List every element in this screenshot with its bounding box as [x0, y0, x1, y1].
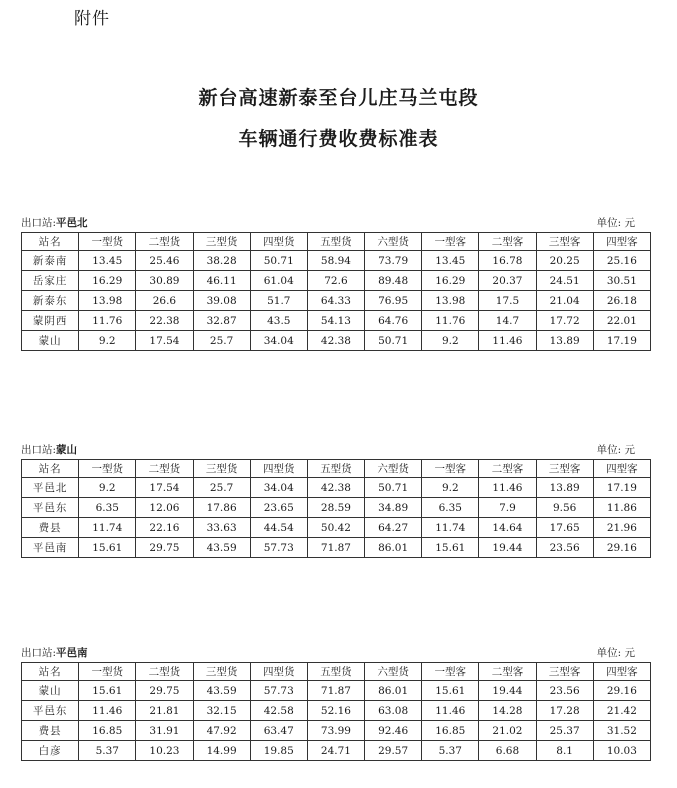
fee-cell: 25.7 [193, 331, 250, 351]
column-header: 一型货 [79, 460, 136, 478]
fee-cell: 30.51 [593, 271, 650, 291]
station-name-cell: 平邑北 [22, 478, 79, 498]
fee-section-pingyi-south [21, 645, 651, 761]
fee-cell: 11.46 [422, 701, 479, 721]
fee-cell: 9.2 [422, 478, 479, 498]
column-header: 四型客 [593, 233, 650, 251]
fee-cell: 11.86 [593, 498, 650, 518]
station-name-cell: 岳家庄 [22, 271, 79, 291]
fee-cell: 32.15 [193, 701, 250, 721]
fee-cell: 42.58 [250, 701, 307, 721]
fee-cell: 17.19 [593, 331, 650, 351]
fee-table [21, 459, 651, 558]
fee-cell: 6.68 [479, 741, 536, 761]
exit-prefix: 出口站: [21, 647, 57, 659]
fee-cell: 5.37 [422, 741, 479, 761]
fee-cell: 8.1 [536, 741, 593, 761]
fee-cell: 19.44 [479, 538, 536, 558]
fee-cell: 31.91 [136, 721, 193, 741]
fee-cell: 6.35 [422, 498, 479, 518]
column-header: 三型客 [536, 233, 593, 251]
column-header: 站名 [22, 663, 79, 681]
table-row [22, 478, 651, 498]
fee-cell: 6.35 [79, 498, 136, 518]
fee-cell: 29.75 [136, 538, 193, 558]
fee-cell: 50.71 [250, 251, 307, 271]
fee-cell: 89.48 [365, 271, 422, 291]
table-row [22, 311, 651, 331]
fee-cell: 34.89 [365, 498, 422, 518]
fee-cell: 22.38 [136, 311, 193, 331]
fee-cell: 17.54 [136, 331, 193, 351]
exit-station-name: 平邑南 [56, 647, 88, 659]
fee-cell: 17.65 [536, 518, 593, 538]
fee-cell: 25.16 [593, 251, 650, 271]
column-header: 三型货 [193, 460, 250, 478]
fee-cell: 86.01 [365, 681, 422, 701]
fee-section-pingyi-north [21, 215, 651, 351]
fee-cell: 22.16 [136, 518, 193, 538]
station-name-cell: 费县 [22, 721, 79, 741]
column-header: 二型客 [479, 460, 536, 478]
fee-cell: 44.54 [250, 518, 307, 538]
fee-cell: 5.37 [79, 741, 136, 761]
column-header: 二型货 [136, 233, 193, 251]
fee-cell: 20.37 [479, 271, 536, 291]
column-header: 六型货 [365, 233, 422, 251]
column-header: 四型客 [593, 663, 650, 681]
fee-cell: 11.74 [79, 518, 136, 538]
fee-cell: 23.56 [536, 681, 593, 701]
column-header: 三型货 [193, 663, 250, 681]
table-row [22, 271, 651, 291]
fee-cell: 17.54 [136, 478, 193, 498]
fee-cell: 21.81 [136, 701, 193, 721]
table-row [22, 721, 651, 741]
column-header: 四型货 [250, 663, 307, 681]
column-header: 站名 [22, 233, 79, 251]
fee-cell: 15.61 [422, 538, 479, 558]
table-row [22, 251, 651, 271]
document-subtitle: 车辆通行费收费标准表 [238, 128, 439, 150]
fee-cell: 17.72 [536, 311, 593, 331]
unit-label: 单位: 元 [596, 217, 635, 229]
station-name-cell: 平邑南 [22, 538, 79, 558]
column-header: 一型货 [79, 663, 136, 681]
fee-cell: 54.13 [307, 311, 364, 331]
fee-cell: 21.42 [593, 701, 650, 721]
column-header: 六型货 [365, 663, 422, 681]
station-name-cell: 平邑东 [22, 701, 79, 721]
fee-cell: 17.28 [536, 701, 593, 721]
station-name-cell: 蒙山 [22, 331, 79, 351]
column-header: 六型货 [365, 460, 422, 478]
fee-cell: 50.71 [365, 331, 422, 351]
fee-cell: 11.46 [479, 331, 536, 351]
column-header: 五型货 [307, 233, 364, 251]
fee-cell: 31.52 [593, 721, 650, 741]
fee-cell: 7.9 [479, 498, 536, 518]
column-header: 三型客 [536, 460, 593, 478]
fee-cell: 10.23 [136, 741, 193, 761]
fee-cell: 14.64 [479, 518, 536, 538]
fee-cell: 43.5 [250, 311, 307, 331]
fee-cell: 32.87 [193, 311, 250, 331]
unit-label: 单位: 元 [596, 647, 635, 659]
fee-cell: 26.6 [136, 291, 193, 311]
fee-cell: 16.78 [479, 251, 536, 271]
fee-cell: 17.19 [593, 478, 650, 498]
fee-cell: 15.61 [79, 538, 136, 558]
fee-cell: 11.46 [79, 701, 136, 721]
fee-cell: 73.79 [365, 251, 422, 271]
table-row [22, 741, 651, 761]
unit-label: 单位: 元 [596, 444, 635, 456]
fee-cell: 12.06 [136, 498, 193, 518]
fee-cell: 11.76 [422, 311, 479, 331]
fee-cell: 25.46 [136, 251, 193, 271]
fee-cell: 71.87 [307, 681, 364, 701]
fee-cell: 16.85 [422, 721, 479, 741]
column-header: 一型客 [422, 233, 479, 251]
fee-cell: 42.38 [307, 478, 364, 498]
fee-cell: 10.03 [593, 741, 650, 761]
table-header-row [22, 233, 651, 251]
fee-cell: 46.11 [193, 271, 250, 291]
fee-cell: 14.99 [193, 741, 250, 761]
fee-cell: 43.59 [193, 538, 250, 558]
fee-cell: 71.87 [307, 538, 364, 558]
fee-cell: 50.42 [307, 518, 364, 538]
fee-cell: 58.94 [307, 251, 364, 271]
fee-cell: 14.28 [479, 701, 536, 721]
fee-cell: 11.74 [422, 518, 479, 538]
station-name-cell: 费县 [22, 518, 79, 538]
column-header: 站名 [22, 460, 79, 478]
fee-cell: 25.7 [193, 478, 250, 498]
station-name-cell: 蒙阴西 [22, 311, 79, 331]
fee-cell: 86.01 [365, 538, 422, 558]
station-name-cell: 新泰南 [22, 251, 79, 271]
fee-cell: 19.85 [250, 741, 307, 761]
fee-cell: 57.73 [250, 681, 307, 701]
fee-cell: 17.86 [193, 498, 250, 518]
exit-station-name: 平邑北 [56, 217, 88, 229]
fee-cell: 28.59 [307, 498, 364, 518]
fee-cell: 43.59 [193, 681, 250, 701]
fee-cell: 9.2 [79, 478, 136, 498]
fee-cell: 13.45 [422, 251, 479, 271]
fee-cell: 23.56 [536, 538, 593, 558]
fee-cell: 30.89 [136, 271, 193, 291]
station-name-cell: 新泰东 [22, 291, 79, 311]
fee-cell: 25.37 [536, 721, 593, 741]
fee-cell: 20.25 [536, 251, 593, 271]
column-header: 一型客 [422, 663, 479, 681]
station-name-cell: 白彦 [22, 741, 79, 761]
fee-cell: 63.08 [365, 701, 422, 721]
fee-cell: 9.56 [536, 498, 593, 518]
fee-cell: 26.18 [593, 291, 650, 311]
column-header: 四型客 [593, 460, 650, 478]
fee-cell: 22.01 [593, 311, 650, 331]
exit-station-label [21, 442, 77, 457]
fee-cell: 17.5 [479, 291, 536, 311]
fee-cell: 64.76 [365, 311, 422, 331]
exit-station-name: 蒙山 [56, 444, 78, 456]
fee-cell: 11.76 [79, 311, 136, 331]
fee-cell: 34.04 [250, 478, 307, 498]
column-header: 五型货 [307, 460, 364, 478]
column-header: 二型货 [136, 663, 193, 681]
exit-prefix: 出口站: [21, 217, 57, 229]
fee-cell: 16.85 [79, 721, 136, 741]
fee-cell: 72.6 [307, 271, 364, 291]
fee-cell: 23.65 [250, 498, 307, 518]
fee-cell: 13.89 [536, 478, 593, 498]
table-header-row [22, 460, 651, 478]
fee-cell: 57.73 [250, 538, 307, 558]
fee-cell: 29.75 [136, 681, 193, 701]
column-header: 一型货 [79, 233, 136, 251]
fee-section-mengshan [21, 442, 651, 558]
fee-cell: 29.16 [593, 681, 650, 701]
fee-cell: 52.16 [307, 701, 364, 721]
fee-cell: 33.63 [193, 518, 250, 538]
table-row [22, 701, 651, 721]
fee-cell: 50.71 [365, 478, 422, 498]
table-row [22, 538, 651, 558]
table-row [22, 518, 651, 538]
fee-cell: 15.61 [422, 681, 479, 701]
table-row [22, 681, 651, 701]
fee-cell: 76.95 [365, 291, 422, 311]
fee-cell: 24.51 [536, 271, 593, 291]
fee-cell: 16.29 [79, 271, 136, 291]
exit-station-label [21, 645, 88, 660]
column-header: 四型货 [250, 460, 307, 478]
column-header: 二型货 [136, 460, 193, 478]
fee-cell: 64.33 [307, 291, 364, 311]
fee-cell: 9.2 [422, 331, 479, 351]
fee-cell: 73.99 [307, 721, 364, 741]
fee-cell: 14.7 [479, 311, 536, 331]
exit-prefix: 出口站: [21, 444, 57, 456]
column-header: 三型货 [193, 233, 250, 251]
fee-cell: 21.04 [536, 291, 593, 311]
fee-cell: 11.46 [479, 478, 536, 498]
fee-cell: 34.04 [250, 331, 307, 351]
fee-cell: 21.02 [479, 721, 536, 741]
fee-cell: 19.44 [479, 681, 536, 701]
fee-cell: 21.96 [593, 518, 650, 538]
fee-cell: 38.28 [193, 251, 250, 271]
fee-cell: 42.38 [307, 331, 364, 351]
exit-station-label [21, 215, 88, 230]
column-header: 三型客 [536, 663, 593, 681]
station-name-cell: 蒙山 [22, 681, 79, 701]
column-header: 二型客 [479, 663, 536, 681]
attachment-label: 附件 [74, 9, 110, 29]
station-name-cell: 平邑东 [22, 498, 79, 518]
document-title: 新台高速新泰至台儿庄马兰屯段 [198, 87, 479, 109]
fee-cell: 24.71 [307, 741, 364, 761]
fee-cell: 47.92 [193, 721, 250, 741]
table-header-row [22, 663, 651, 681]
fee-cell: 13.45 [79, 251, 136, 271]
fee-cell: 15.61 [79, 681, 136, 701]
fee-cell: 13.98 [79, 291, 136, 311]
fee-cell: 63.47 [250, 721, 307, 741]
fee-table [21, 232, 651, 351]
fee-cell: 39.08 [193, 291, 250, 311]
fee-cell: 61.04 [250, 271, 307, 291]
column-header: 一型客 [422, 460, 479, 478]
fee-table [21, 662, 651, 761]
table-row [22, 291, 651, 311]
table-row [22, 498, 651, 518]
fee-cell: 9.2 [79, 331, 136, 351]
fee-cell: 29.57 [365, 741, 422, 761]
column-header: 四型货 [250, 233, 307, 251]
table-row [22, 331, 651, 351]
fee-cell: 13.98 [422, 291, 479, 311]
column-header: 二型客 [479, 233, 536, 251]
column-header: 五型货 [307, 663, 364, 681]
fee-cell: 16.29 [422, 271, 479, 291]
fee-cell: 92.46 [365, 721, 422, 741]
fee-cell: 13.89 [536, 331, 593, 351]
fee-cell: 51.7 [250, 291, 307, 311]
fee-cell: 29.16 [593, 538, 650, 558]
fee-cell: 64.27 [365, 518, 422, 538]
